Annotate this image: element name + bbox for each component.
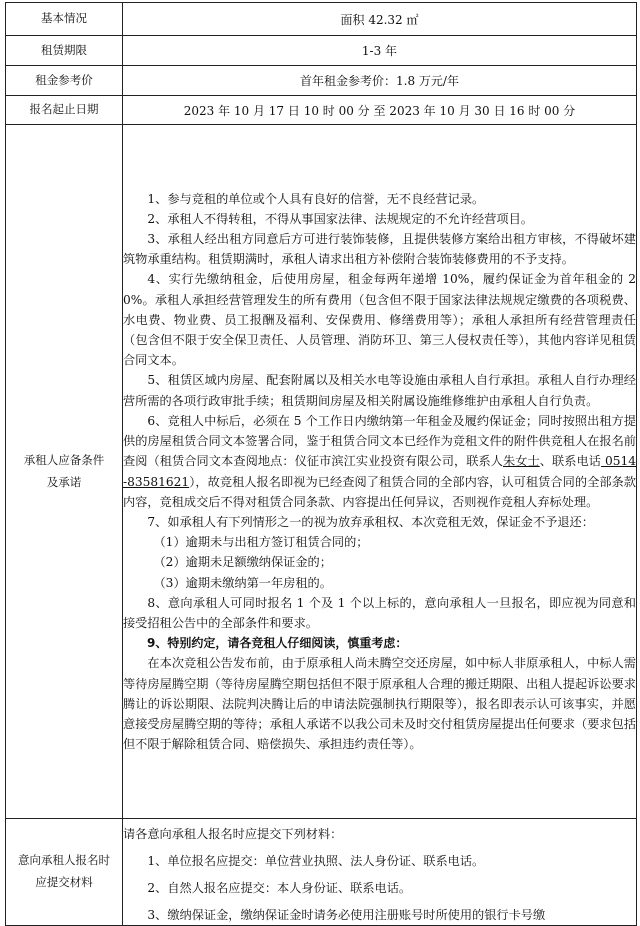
condition-7: 7、如承租人有下列情形之一的视为放弃承租权、本次竞租无效，保证金不予退还： xyxy=(147,514,594,529)
row-term xyxy=(6,36,637,66)
condition-7-item-1: （1）逾期未与出租方签订租赁合同的； xyxy=(153,535,369,550)
value-period: 2023 年 10 月 17 日 10 时 00 分 至 2023 年 10 月 30 日 16 时 00 分 xyxy=(123,96,637,125)
condition-2: 2、承租人不得转租，不得从事国家法律、法规规定的不允许经营项目。 xyxy=(147,211,533,226)
condition-4: 4、实行先缴纳租金，后使用房屋，租金每两年递增 10%，履约保证金为首年租金的 20%。承租人承担经营管理发生的所有费用（包含但不限于国家法律法规规定缴费的各项税费、水电费、物业费、员工报酬及福利、安保费用、修缮费用等）；承租人承担所有经营管理责任（包含但不限于安全保卫责任、人员管理、消防环卫、第三人侵权责任等），其他内容详见租赁合同文本。 xyxy=(123,272,636,368)
value-term: 1-3 年 xyxy=(123,36,637,66)
condition-1: 1、参与竞租的单位或个人具有良好的信誉，无不良经营记录。 xyxy=(147,191,485,206)
row-period xyxy=(6,96,637,125)
condition-6-part1: 6、竞租人中标后，必须在 5 个工作日内缴纳第一年租金及履约保证金；同时按照出租方提供的房屋租赁合同文本签署合同，鉴于租赁合同文本已经作为竞租文件的附件供竞租人在报名前查阅（租赁合同文本查阅地点：仪征市滨江实业投资有限公司，联系人 xyxy=(123,413,636,469)
condition-7-item-2: （2）逾期未足额缴纳保证金的； xyxy=(153,555,332,570)
condition-3: 3、承租人经出租方同意后方可进行装饰装修，且提供装修方案给出租方审核，不得破坏建筑物承重结构。租赁期满时，承租人请求出租方补偿附合装饰装修费用的不予支持。 xyxy=(123,232,636,267)
material-2: 2、自然人报名应提交：本人身份证、联系电话。 xyxy=(147,881,412,895)
condition-5: 5、租赁区域内房屋、配套附属以及相关水电等设施由承租人自行承担。承租人自行办理经营所需的各项行政审批手续；租赁期间房屋及相关附属设施维修维护由承租人自行负责。 xyxy=(123,373,636,408)
label-materials-line2: 应提交材料 xyxy=(35,875,93,889)
condition-6 xyxy=(123,411,636,512)
contact-name: 朱女士 xyxy=(502,454,540,469)
row-materials xyxy=(6,819,637,926)
condition-9-body: 在本次竞租公告发布前，由于原承租人尚未腾空交还房屋，如中标人非原承租人，中标人需等待房屋腾空期（等待房屋腾空期包括但不限于原承租人合理的搬迁期限、出租人提起诉讼要求腾让的诉讼期限、法院判决腾让后的申请法院强制执行期限等），报名即表示认可该事实，并愿意接受房屋腾空期的等待；承租人承诺不以我公司未及时交付租赁房屋提出任何要求（要求包括但不限于解除租赁合同、赔偿损失、承担违约责任等）。 xyxy=(123,656,636,752)
material-1: 1、单位报名应提交：单位营业执照、法人身份证、联系电话。 xyxy=(147,854,485,868)
condition-8: 8、意向承租人可同时报名 1 个及 1 个以上标的，意向承租人一旦报名，即应视为同意和接受招租公告中的全部条件和要求。 xyxy=(123,595,636,630)
row-basic xyxy=(6,3,637,36)
label-conditions xyxy=(6,125,123,819)
materials-intro: 请各意向承租人报名时应提交下列材料： xyxy=(123,827,343,841)
label-term: 租赁期限 xyxy=(6,36,123,66)
label-conditions-line2: 及承诺 xyxy=(46,474,82,489)
condition-6-part3: ），故竞租人报名即视为已经查阅了租赁合同的全部内容，认可租赁合同的全部条款内容，竞租成交后不得对租赁合同条款、内容提出任何异议，否则视作竞租人弃标处理。 xyxy=(123,474,636,509)
row-price xyxy=(6,66,637,96)
condition-7-item-3: （3）逾期未缴纳第一年房租的。 xyxy=(153,575,332,590)
condition-6-part2: 、联系电话 xyxy=(539,454,602,469)
conditions-body xyxy=(123,125,637,819)
value-basic: 面积 42.32 ㎡ xyxy=(123,3,637,36)
label-period: 报名起止日期 xyxy=(6,96,123,125)
material-3: 3、缴纳保证金，缴纳保证金时请务必使用注册账号时所使用的银行卡号缴 xyxy=(147,908,546,922)
materials-body xyxy=(123,819,637,926)
condition-9-heading: 9、特别约定，请各竞租人仔细阅读，慎重考虑： xyxy=(147,636,408,651)
label-conditions-line1: 承租人应备条件 xyxy=(23,452,105,467)
label-basic: 基本情况 xyxy=(6,3,123,36)
label-materials xyxy=(6,819,123,926)
label-price: 租金参考价 xyxy=(6,66,123,96)
row-conditions xyxy=(6,125,637,819)
lease-info-table xyxy=(5,2,637,926)
label-materials-line1: 意向承租人报名时 xyxy=(18,853,110,868)
contact-phone: 0514-83581621 xyxy=(123,454,637,489)
value-price: 首年租金参考价：1.8 万元/年 xyxy=(123,66,637,96)
